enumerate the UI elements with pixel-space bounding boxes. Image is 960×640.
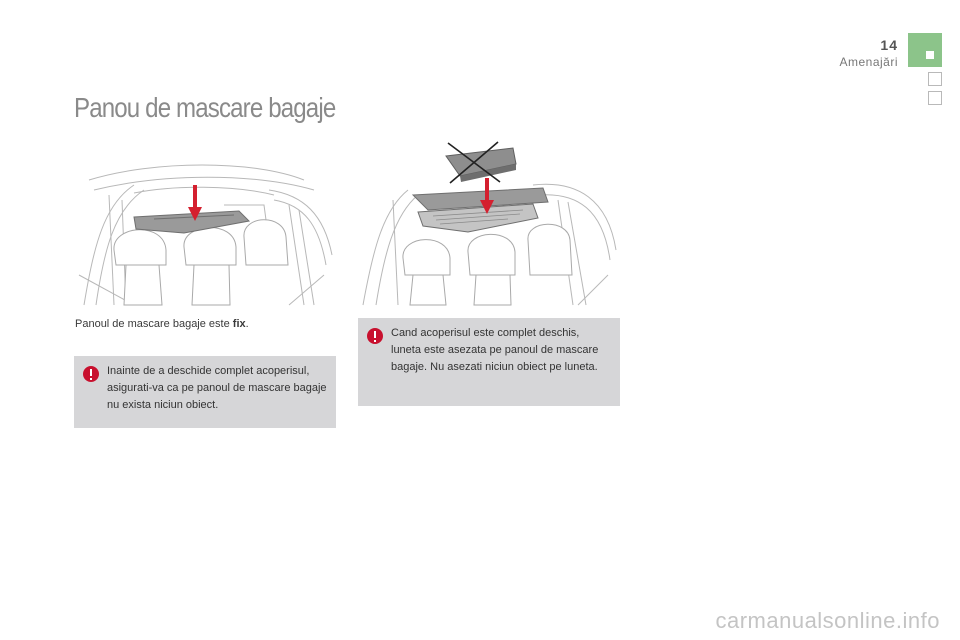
chapter-tab-active[interactable] xyxy=(908,33,942,67)
caption-end: . xyxy=(245,318,249,330)
watermark: carmanualsonline.info xyxy=(715,608,940,633)
warning-exclamation-icon xyxy=(83,366,99,382)
cover-caption xyxy=(75,318,249,330)
section-name: Amenajări xyxy=(839,55,898,69)
chapter-tab[interactable] xyxy=(928,72,942,86)
illustration-window-on-cover xyxy=(358,140,620,307)
caption-text: Panoul de mascare bagaje este xyxy=(75,318,233,330)
down-arrow-icon xyxy=(188,185,202,221)
warning-box-left xyxy=(74,356,336,428)
warning-text: Inainte de a deschide complet acoperisul, asigurati-va ca pe panoul de mascare bagaje nu exista niciun obiect. xyxy=(107,365,327,411)
illustration-fixed-cover xyxy=(74,155,336,307)
page-number: 14 xyxy=(880,37,898,53)
chapter-tab[interactable] xyxy=(928,91,942,105)
warning-exclamation-icon xyxy=(367,328,383,344)
caption-bold: fix xyxy=(232,318,246,330)
page-title: Panou de mascare bagaje xyxy=(74,92,336,123)
warning-box-right xyxy=(358,318,620,406)
cross-out-icon xyxy=(438,140,508,185)
warning-text: Cand acoperisul este complet deschis, luneta este asezata pe panoul de mascare bagaje. Nu asezati niciun obiect pe luneta. xyxy=(391,327,599,373)
down-arrow-icon xyxy=(480,178,494,214)
